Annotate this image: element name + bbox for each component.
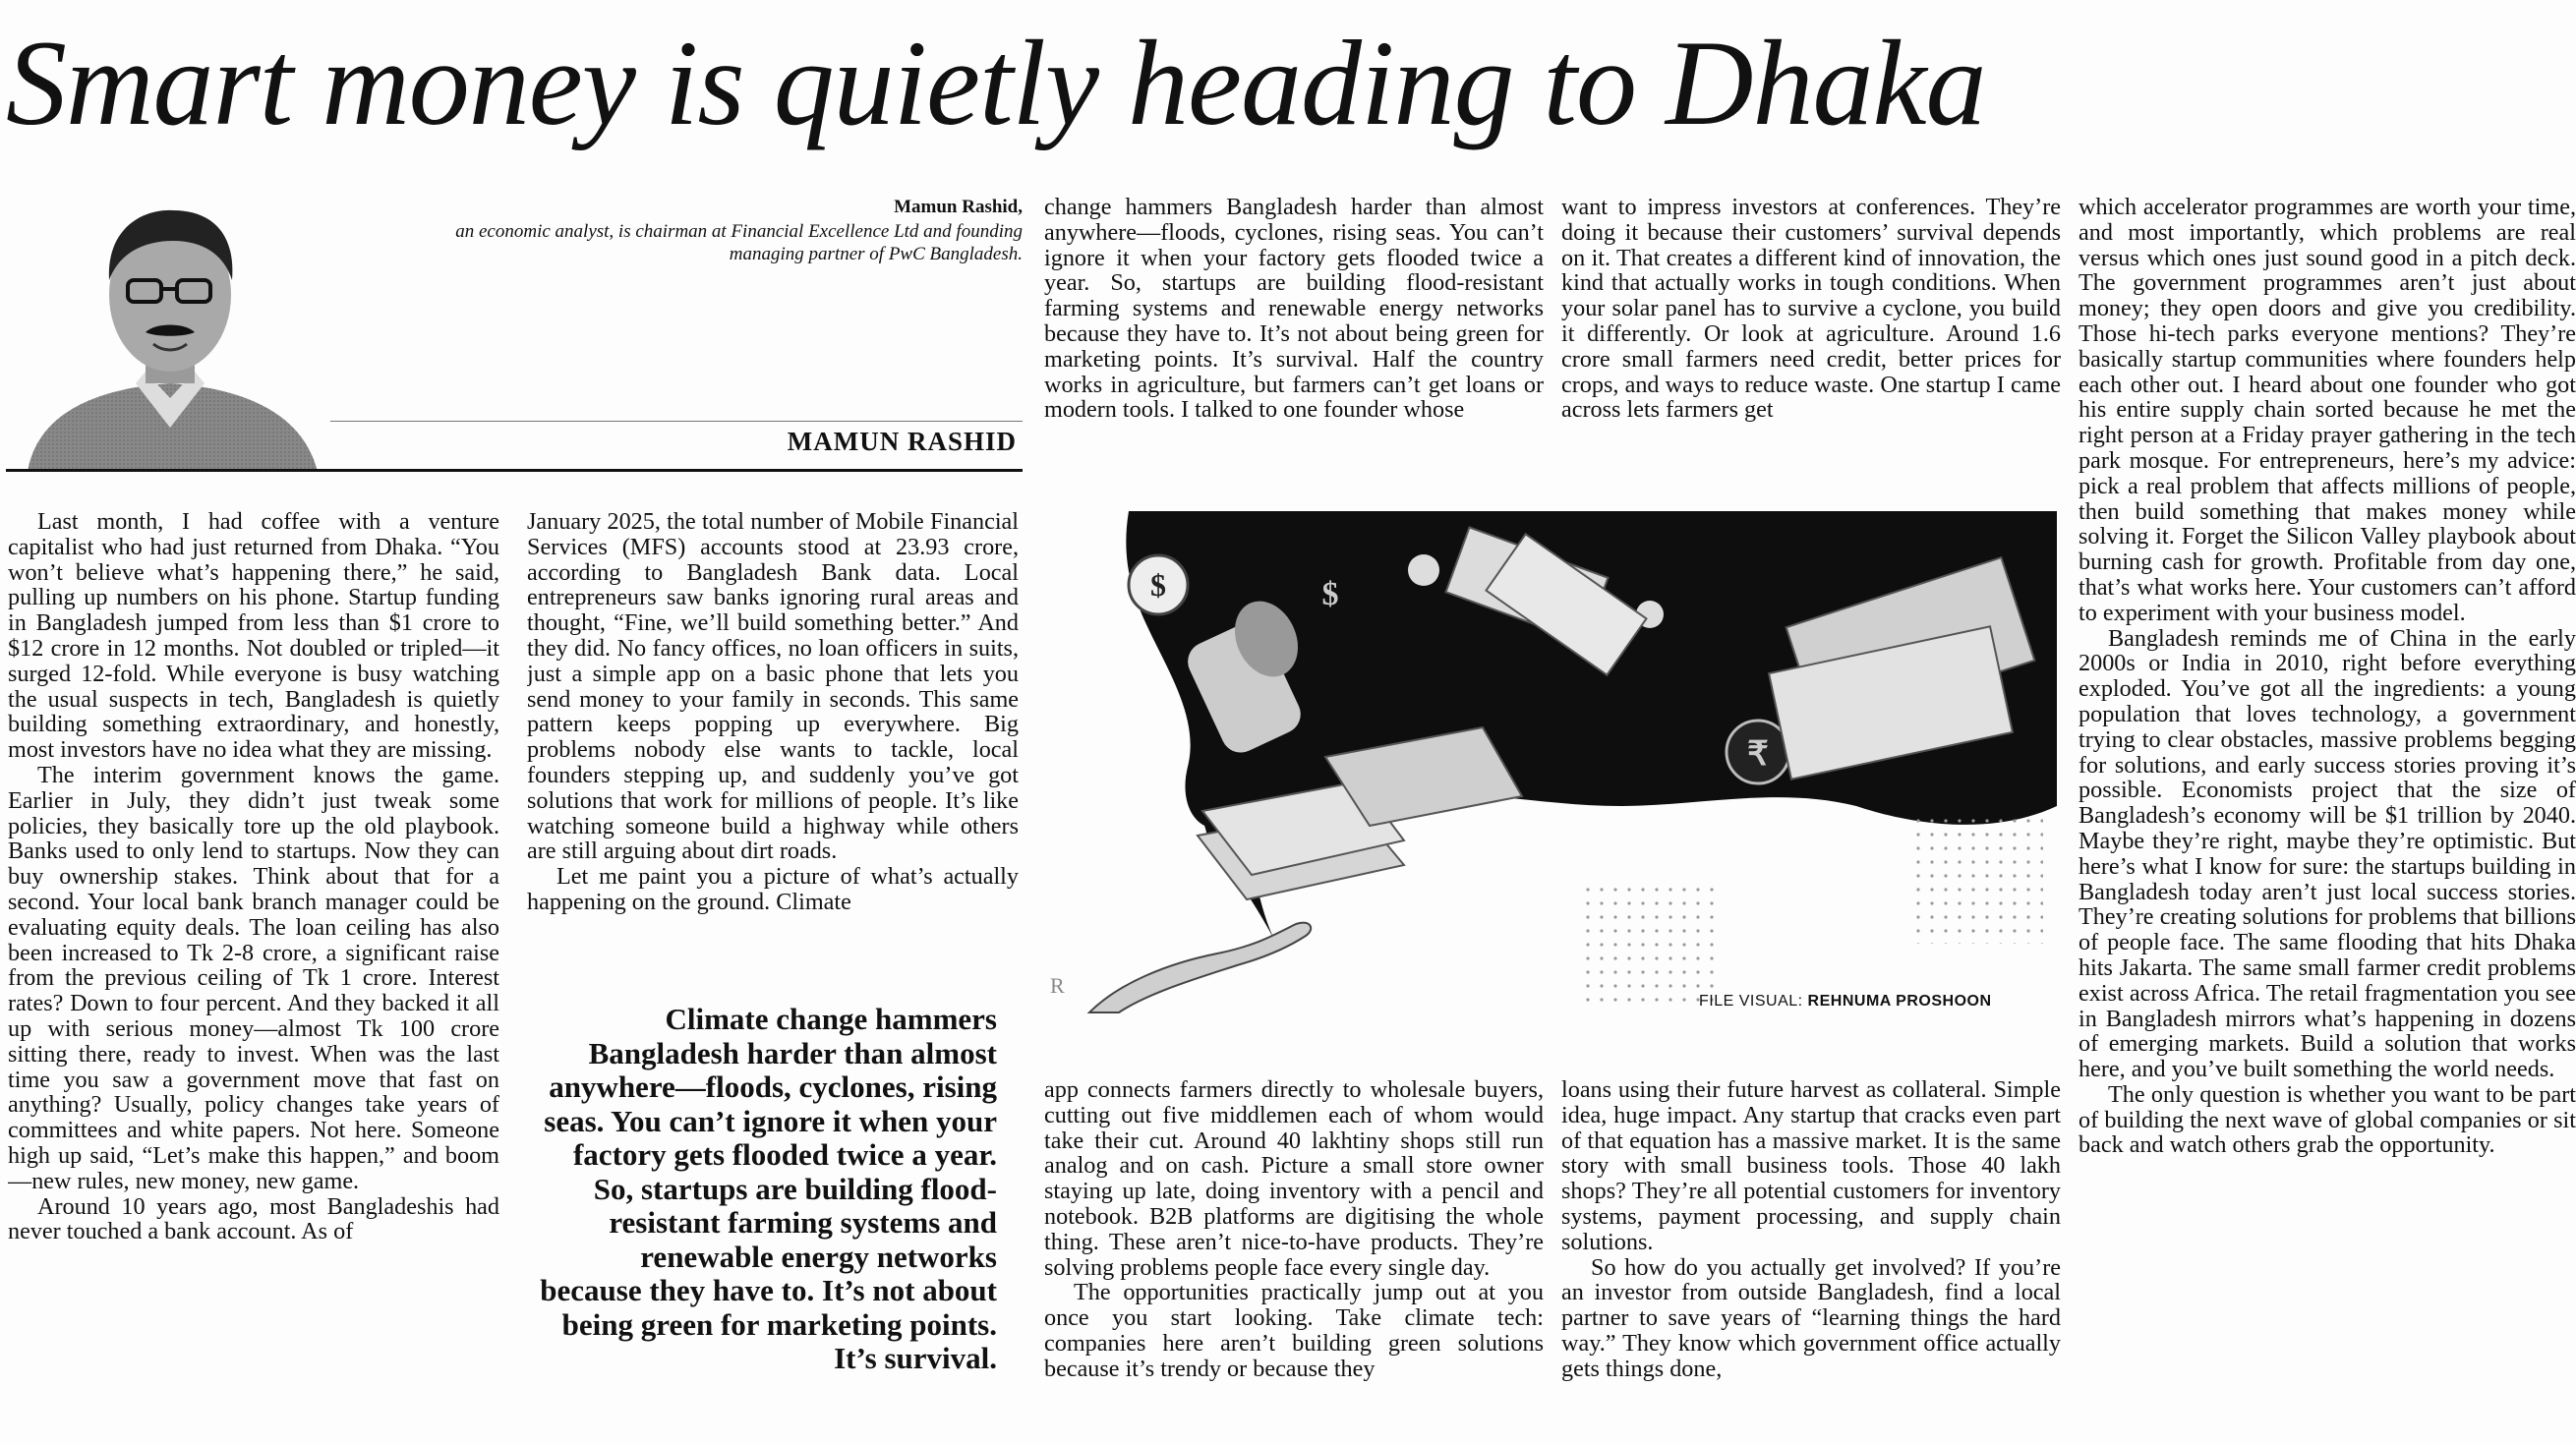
headline: Smart money is quietly heading to Dhaka	[6, 16, 1986, 150]
article-column-4-top	[1561, 195, 2061, 478]
byline-description: an economic analyst, is chairman at Financial Excellence Ltd and founding managing partner of PwC Bangladesh.	[455, 221, 1023, 264]
money-illustration	[1030, 511, 2057, 1017]
author-box-bottom-rule	[6, 469, 1023, 472]
paragraph: app connects farmers directly to wholesale buyers, cutting out five middlemen each of whom would take their cut. Around 40 lakhtiny shops still run analog and on cash. Picture a small store owner staying up late, doing inventory with a pencil and notebook. B2B platforms are digitising the whole thing. These aren’t nice-to-have products. They’re solving problems people face every single day.	[1044, 1077, 1544, 1281]
pull-quote: Climate change hammers Bangladesh harder than almost anywhere—floods, cyclones, rising seas. You can’t ignore it when your factory gets flooded twice a year. So, startups are building flood-resistant farming systems and renewable energy networks because they have to. It’s not about being green for marketing points. It’s survival.	[540, 1002, 997, 1375]
paragraph: The opportunities practically jump out at you once you start looking. Take climate tech: companies here aren’t building green solutions because it’s trendy or because they	[1044, 1279, 1544, 1382]
paragraph: The only question is whether you want to be part of building the next wave of global companies or sit back and watch others grab the opportunity.	[2078, 1080, 2576, 1159]
paragraph: Bangladesh reminds me of China in the early 2000s or India in 2010, right before everything exploded. You’ve got all the ingredients: a young population that loves technology, a government trying to clear obstacles, massive problems begging for solutions, and early success stories proving it’s possible. Economists project that the size of Bangladesh’s economy will be $1 trillion by 2040. Maybe they’re right, maybe they’re optimistic. But here’s what I know for sure: the startups building in Bangladesh today aren’t just local success stories. They’re creating solutions for problems that billions of people face. The same flooding that hits Dhaka hits Jakarta. The same small farmer credit problems exist across Africa. The retail fragmentation you see in Bangladesh mirrors what’s happening in dozens of emerging markets. Build a solution that works here, and you’ve built something the world needs.	[2078, 624, 2576, 1083]
dollar-symbol: $	[1321, 576, 1339, 612]
artist-signature: R	[1050, 973, 1065, 998]
article-column-3-top	[1044, 195, 1544, 478]
paragraph: The interim government knows the game. Earlier in July, they didn’t just tweak some policies, they basically tore up the old playbook. Banks used to only lend to startups. Now they can buy ownership stakes. Think about that for a second. Your local bank branch manager could be evaluating equity deals. The loan ceiling has also been increased to Tk 2-8 crore, a significant raise from the previous ceiling of Tk 1 crore. Interest rates? Down to four percent. And they backed it all up with serious money—almost Tk 100 crore sitting there, ready to invest. When was the last time you saw a government move that fast on anything? Usually, policy changes take years of committees and white papers. Not here. Someone high up said, “Let’s make this happen,” and boom—new rules, new money, new game.	[8, 761, 499, 1194]
illustration-credit	[1699, 993, 1992, 1011]
rupee-coin-symbol: ₹	[1747, 736, 1769, 773]
paragraph: Let me paint you a picture of what’s actually happening on the ground. Climate	[527, 863, 1019, 915]
author-box	[6, 187, 1023, 472]
dollar-coin-symbol: $	[1150, 567, 1166, 603]
paragraph: Around 10 years ago, most Bangladeshis had never touched a bank account. As of	[8, 1192, 499, 1245]
article-column-4-bottom	[1561, 1077, 2061, 1443]
credit-name: REHNUMA PROSHOON	[1807, 993, 1992, 1010]
article-column-1	[8, 509, 499, 1443]
paragraph: Last month, I had coffee with a venture capitalist who had just returned from Dhaka. “You won’t believe what’s happening there,” he said, pulling up numbers on his phone. Startup funding in Bangladesh jumped from less than $1 crore to $12 crore in 12 months. Not doubled or tripled—it surged 12-fold. While everyone is busy watching the usual suspects in tech, Bangladesh is quietly building something extraordinary, and honestly, most investors have no idea what they are missing.	[8, 509, 499, 764]
paragraph: want to impress investors at conferences. They’re doing it because their customers’ survival depends on it. That creates a different kind of innovation, the kind that actually works in tough conditions. When your solar panel has to survive a cyclone, you build it differently. Or look at agriculture. Around 1.6 crore small farmers need credit, better prices for crops, and ways to reduce waste. One startup I came across lets farmers get	[1561, 195, 2061, 424]
paragraph: loans using their future harvest as collateral. Simple idea, huge impact. Any startup that cracks even part of that equation has a massive market. It is the same story with small business tools. Those 40 lakh shops? They’re all potential customers for inventory systems, payment processing, and supply chain solutions.	[1561, 1077, 2061, 1255]
article-column-2	[527, 509, 1019, 985]
byline-name: Mamun Rashid,	[894, 197, 1023, 217]
byline-name-caps: MAMUN RASHID	[787, 427, 1017, 456]
paragraph: So how do you actually get involved? If you’re an investor from outside Bangladesh, find a local partner to save years of “learning things the hard way.” They know which government office actually gets things done,	[1561, 1253, 2061, 1382]
open-hand	[1089, 923, 1311, 1012]
paragraph: January 2025, the total number of Mobile Financial Services (MFS) accounts stood at 23.93 crore, according to Bangladesh Bank data. Local entrepreneurs saw banks ignoring rural areas and thought, “Fine, we’ll build something better.” And they did. No fancy offices, no loan officers in suits, just a simple app on a basic phone that lets you send money to your family in seconds. This same pattern keeps popping up everywhere. Big problems nobody else wants to tackle, local founders stepping up, and suddenly you’ve got solutions that work for millions of people. It’s like watching someone build a highway while others are still arguing about dirt roads.	[527, 509, 1019, 865]
paragraph: change hammers Bangladesh harder than almost anywhere—floods, cyclones, rising seas. You can’t ignore it when your factory gets flooded twice a year. So, startups are building flood-resistant farming systems and renewable energy networks because they have to. It’s not about being green for marketing points. It’s survival. Half the country works in agriculture, but farmers can’t get loans or modern tools. I talked to one founder whose	[1044, 195, 1544, 424]
byline-divider	[330, 421, 1023, 422]
credit-prefix: FILE VISUAL:	[1699, 993, 1803, 1010]
author-portrait	[8, 187, 332, 472]
article-column-5	[2078, 195, 2576, 1445]
paragraph: which accelerator programmes are worth your time, and most importantly, which problems are real versus which ones just sound good in a pitch deck. The government programmes aren’t just about money; they open doors and give you credibility. Those hi-tech parks everyone mentions? They’re basically startup communities where founders help each other out. I heard about one founder who got his entire supply chain sorted because he met the right person at a Friday prayer gathering in the tech park mosque. For entrepreneurs, here’s my advice: pick a real problem that affects millions of people, then build something that makes money while solving it. Forget the Silicon Valley playbook about burning cash for growth. Profitable from day one, that’s what works here. Your customers can’t afford to experiment with your business model.	[2078, 195, 2576, 626]
article-column-3-bottom	[1044, 1077, 1544, 1443]
